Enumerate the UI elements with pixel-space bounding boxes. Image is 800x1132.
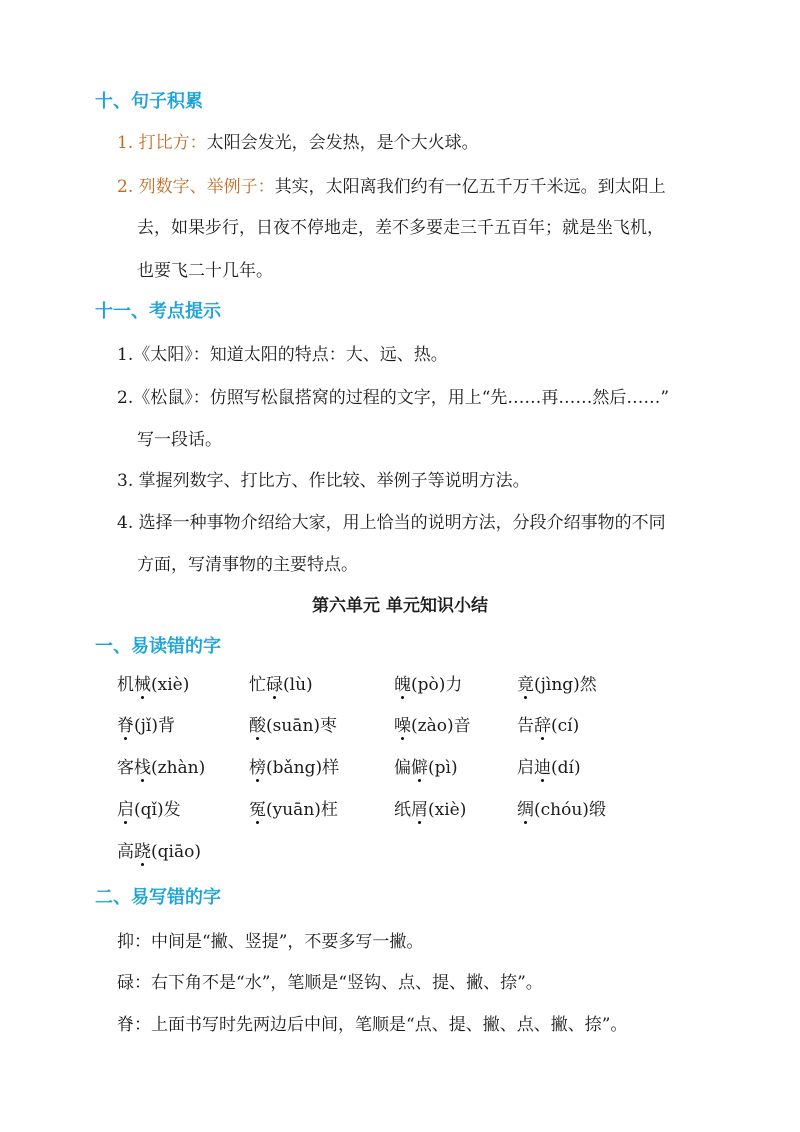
section-heading-exam-tips: 十一、考点提示 bbox=[95, 301, 221, 322]
word-item: 机械(xiè) bbox=[117, 670, 189, 695]
list-item: 碌：右下角不是“水”，笔顺是“竖钩、点、提、撇、捺”。 bbox=[117, 973, 543, 993]
item-text: 太阳会发光，会发热，是个大火球。 bbox=[206, 133, 479, 153]
word-item: 纸屑(xiè) bbox=[394, 795, 466, 820]
item-text-line: 去，如果步行，日夜不停地走，差不多要走三千五百年；就是坐飞机， bbox=[137, 218, 664, 238]
list-item: 抑：中间是“撇、竖提”，不要多写一撇。 bbox=[117, 932, 424, 952]
item-text-line: 方面，写清事物的主要特点。 bbox=[137, 555, 358, 575]
item-number: 4. bbox=[117, 513, 134, 533]
word-item: 榜(bǎng)样 bbox=[249, 753, 339, 778]
word-item: 告辞(cí) bbox=[517, 711, 579, 736]
word-item: 冤(yuān)枉 bbox=[249, 795, 338, 820]
word-item: 启迪(dí) bbox=[517, 753, 581, 778]
section-heading-misread-chars: 一、易读错的字 bbox=[95, 636, 221, 657]
item-number: 2. bbox=[117, 177, 134, 197]
word-item: 竟(jìng)然 bbox=[517, 670, 597, 695]
word-item: 噪(zào)音 bbox=[394, 711, 471, 736]
list-item: 脊：上面书写时先两边后中间，笔顺是“点、提、撇、点、撇、捺”。 bbox=[117, 1015, 628, 1035]
item-text-line: 也要飞二十几年。 bbox=[137, 261, 273, 281]
item-text-line: 其实，太阳离我们约有一亿五千万千米远。到太阳上 bbox=[274, 177, 666, 197]
word-item: 忙碌(lù) bbox=[249, 670, 313, 695]
list-item bbox=[117, 340, 448, 365]
word-item: 酸(suān)枣 bbox=[249, 711, 337, 736]
item-number: 1. bbox=[117, 345, 134, 365]
list-item bbox=[117, 508, 666, 533]
unit-title: 第六单元 单元知识小结 bbox=[312, 596, 488, 616]
list-item bbox=[117, 383, 669, 408]
word-item: 客栈(zhàn) bbox=[117, 753, 205, 778]
section-heading-miswritten-chars: 二、易写错的字 bbox=[95, 887, 221, 908]
word-item: 绸(chóu)缎 bbox=[517, 795, 606, 820]
item-number: 2. bbox=[117, 388, 134, 408]
list-item bbox=[117, 466, 530, 491]
item-text: 《太阳》：知道太阳的特点：大、远、热。 bbox=[133, 345, 448, 365]
section-heading-sentence-accumulation: 十、句子积累 bbox=[95, 91, 203, 112]
word-item: 高跷(qiāo) bbox=[117, 837, 201, 862]
item-text-line: 选择一种事物介绍给大家，用上恰当的说明方法，分段介绍事物的不同 bbox=[138, 513, 666, 533]
word-item: 脊(jǐ)背 bbox=[117, 711, 175, 736]
item-label: 列数字、举例子： bbox=[138, 177, 275, 197]
item-label: 打比方： bbox=[138, 133, 207, 153]
item-number: 3. bbox=[117, 471, 134, 491]
list-item bbox=[117, 128, 479, 153]
item-text-line: 写一段话。 bbox=[137, 430, 222, 450]
word-item: 偏僻(pì) bbox=[394, 753, 458, 778]
list-item bbox=[117, 172, 666, 197]
item-number: 1. bbox=[117, 133, 134, 153]
item-text-line: 《松鼠》：仿照写松鼠搭窝的过程的文字，用上“先……再……然后……” bbox=[133, 388, 670, 408]
word-item: 启(qǐ)发 bbox=[117, 795, 181, 820]
word-item: 魄(pò)力 bbox=[394, 670, 462, 695]
item-text: 掌握列数字、打比方、作比较、举例子等说明方法。 bbox=[138, 471, 530, 491]
